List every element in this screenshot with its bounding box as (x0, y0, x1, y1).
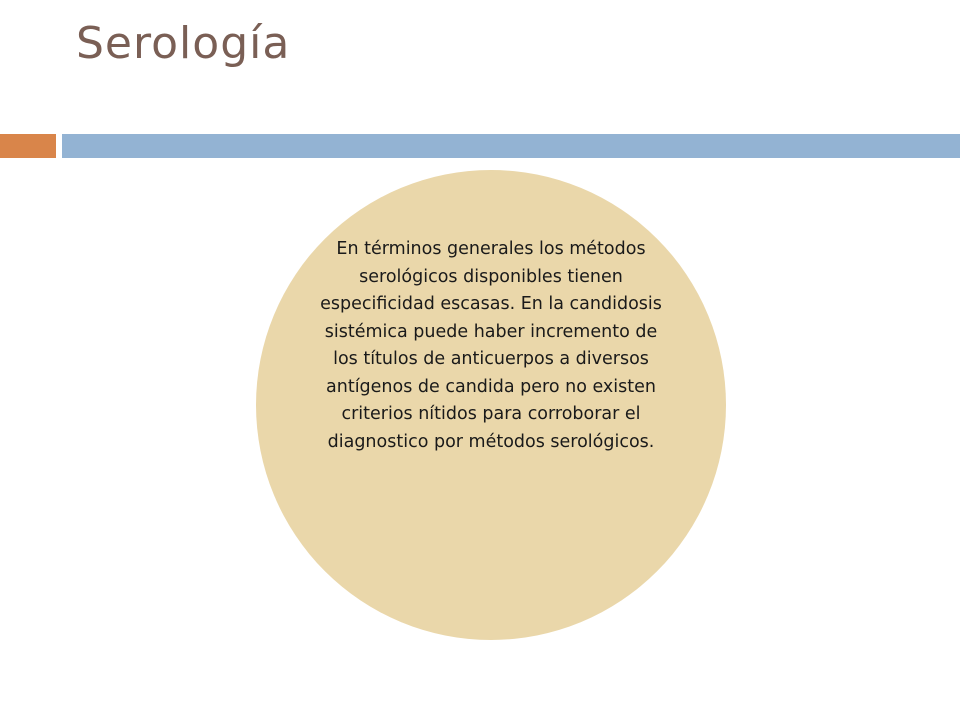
accent-bar-orange (0, 134, 56, 158)
accent-bar-blue (62, 134, 960, 158)
slide-title: Serología (76, 18, 291, 69)
circle-body-text: En términos generales los métodos serológicos disponibles tienen especificidad escasas. En la candidosis sistémica puede haber incremento de los títulos de anticuerpos a diversos antígenos de candida pero no existen criterios nítidos para corroborar el diagnostico por métodos serológicos. (320, 239, 662, 452)
